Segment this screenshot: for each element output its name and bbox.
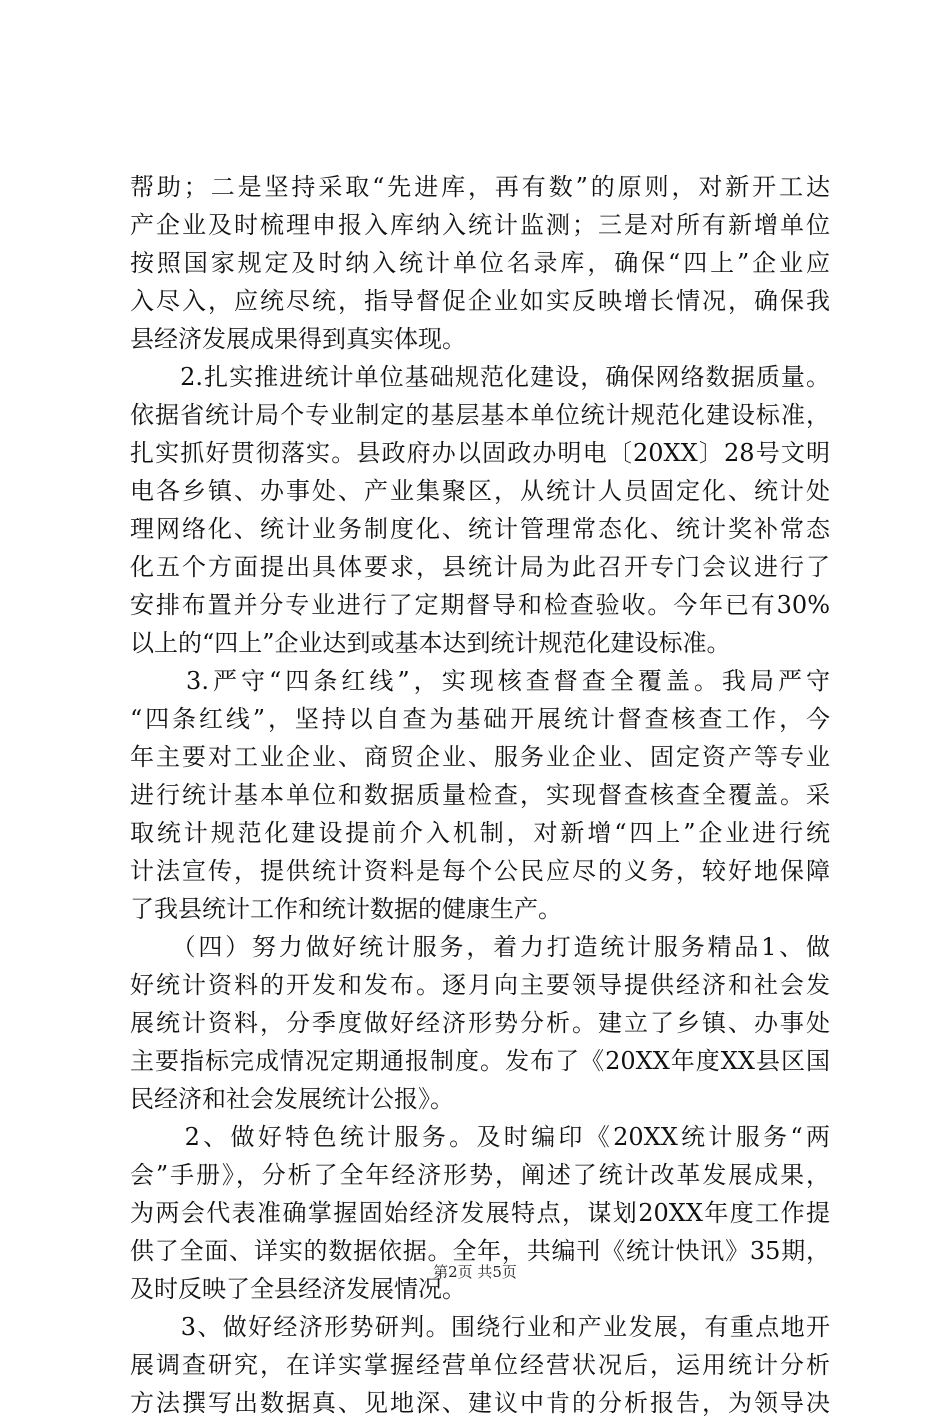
text-line: 安排布置并分专业进行了定期督导和检查验收。今年已有30% [130,591,830,619]
page-footer [0,1262,950,1282]
text-line: 取统计规范化建设提前介入机制，对新增“四上”企业进行统 [130,819,830,847]
text-line: 县经济发展成果得到真实体现。 [130,325,466,353]
text-line: 入尽入，应统尽统，指导督促企业如实反映增长情况，确保我 [130,287,830,315]
text-line: 主要指标完成情况定期通报制度。发布了《20XX年度XX县区国 [130,1047,830,1075]
text-line: 民经济和社会发展统计公报》。 [130,1085,454,1113]
text-line: 及时反映了全县经济发展情况。 [130,1275,466,1303]
text-line: 按照国家规定及时纳入统计单位名录库，确保“四上”企业应 [130,249,830,277]
text-line: 3.严守“四条红线”，实现核查督查全覆盖。我局严守 [130,667,830,695]
text-line: 好统计资料的开发和发布。逐月向主要领导提供经济和社会发 [130,971,830,999]
text-line: 以上的“四上”企业达到或基本达到统计规范化建设标准。 [130,629,731,657]
document-body [130,168,830,1422]
text-line: 2.扎实推进统计单位基础规范化建设，确保网络数据质量。 [130,363,830,391]
text-line: 电各乡镇、办事处、产业集聚区，从统计人员固定化、统计处 [130,477,830,505]
text-line: 依据省统计局个专业制定的基层基本单位统计规范化建设标准， [130,401,830,429]
text-line: 供了全面、详实的数据依据。全年，共编刊《统计快讯》35期， [130,1237,830,1265]
text-line: 进行统计基本单位和数据质量检查，实现督查核查全覆盖。采 [130,781,830,809]
text-line: 年主要对工业企业、商贸企业、服务业企业、固定资产等专业 [130,743,830,771]
page-number: 第2页 共5页 [433,1263,517,1281]
text-line: 2、做好特色统计服务。及时编印《20XX统计服务“两 [130,1123,830,1151]
text-line: 化五个方面提出具体要求，县统计局为此召开专门会议进行了 [130,553,830,581]
text-line: “四条红线”，坚持以自查为基础开展统计督查核查工作，今 [130,705,830,733]
text-line: 计法宣传，提供统计资料是每个公民应尽的义务，较好地保障 [130,857,830,885]
text-line: 为两会代表准确掌握固始经济发展特点，谋划20XX年度工作提 [130,1199,830,1227]
text-line: 帮助；二是坚持采取“先进库，再有数”的原则，对新开工达 [130,173,830,201]
text-line: 理网络化、统计业务制度化、统计管理常态化、统计奖补常态 [130,515,830,543]
text-line: 展统计资料，分季度做好经济形势分析。建立了乡镇、办事处 [130,1009,830,1037]
text-line: 会”手册》，分析了全年经济形势，阐述了统计改革发展成果， [130,1161,830,1189]
text-line: 了我县统计工作和统计数据的健康生产。 [130,895,562,923]
text-line: 扎实抓好贯彻落实。县政府办以固政办明电〔20XX〕28号文明 [130,439,830,467]
text-line: 产企业及时梳理申报入库纳入统计监测；三是对所有新增单位 [130,211,830,239]
text-line: 展调查研究，在详实掌握经营单位经营状况后，运用统计分析 [130,1351,830,1379]
text-line: 3、做好经济形势研判。围绕行业和产业发展，有重点地开 [130,1313,830,1341]
text-line: 方法撰写出数据真、见地深、建议中肯的分析报告，为领导决 [130,1389,830,1417]
text-line: （四）努力做好统计服务，着力打造统计服务精品1、做 [130,933,830,961]
